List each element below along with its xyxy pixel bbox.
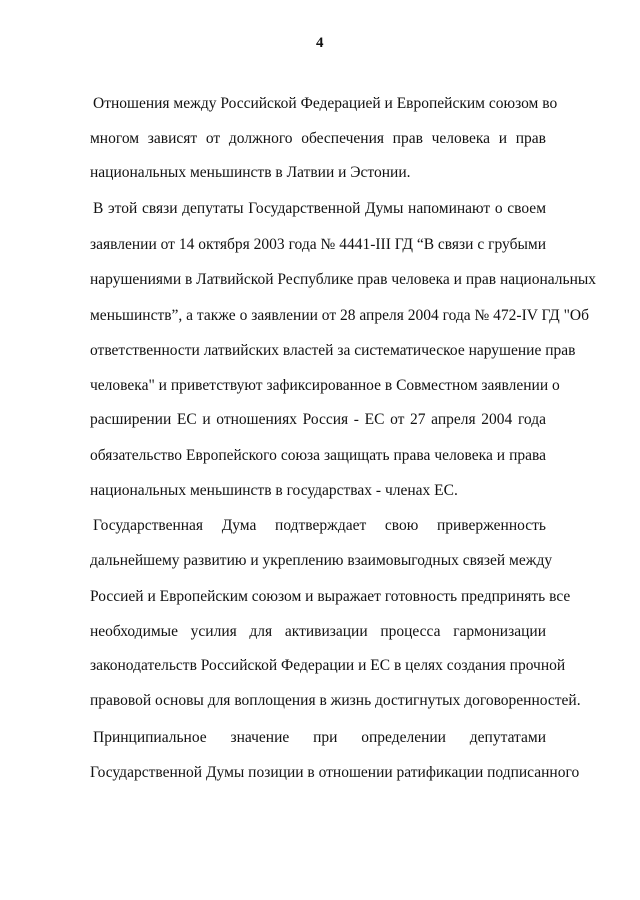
paragraph-2-line-6: человека" и приветствуют зафиксированное в Совместном заявлении о (90, 377, 560, 394)
page-number: 4 (316, 35, 324, 51)
paragraph-2-line-9: национальных меньшинств в государствах - членах ЕС. (90, 482, 458, 499)
paragraph-1-line-3: национальных меньшинств в Латвии и Эстонии. (90, 164, 411, 181)
paragraph-1-line-2: многом зависят от должного обеспечения прав человека и прав (90, 130, 546, 147)
paragraph-3-line-5: законодательств Российской Федерации и ЕС в целях создания прочной (90, 657, 566, 674)
paragraph-2-line-7: расширении ЕС и отношениях Россия - ЕС от 27 апреля 2004 года (90, 411, 546, 428)
paragraph-2-line-5: ответственности латвийских властей за систематическое нарушение прав (90, 342, 576, 359)
paragraph-1-line-1: Отношения между Российской Федерацией и Европейским союзом во (93, 95, 558, 112)
paragraph-4-line-1: Принципиальное значение при определении депутатами (93, 729, 546, 746)
paragraph-3-line-4: необходимые усилия для активизации процесса гармонизации (90, 623, 546, 640)
paragraph-3-line-2: дальнейшему развитию и укреплению взаимовыгодных связей между (90, 552, 553, 569)
paragraph-3-line-1: Государственная Дума подтверждает свою приверженность (93, 517, 546, 534)
paragraph-2-line-1: В этой связи депутаты Государственной Думы напоминают о своем (93, 200, 546, 217)
paragraph-3-line-6: правовой основы для воплощения в жизнь достигнутых договоренностей. (90, 692, 581, 709)
paragraph-3-line-3: Россией и Европейским союзом и выражает готовность предпринять все (90, 588, 571, 605)
paragraph-2-line-3: нарушениями в Латвийской Республике прав человека и прав национальных (90, 271, 597, 288)
paragraph-4-line-2: Государственной Думы позиции в отношении ратификации подписанного (90, 764, 580, 781)
paragraph-2-line-2: заявлении от 14 октября 2003 года № 4441-III ГД “В связи с грубыми (90, 236, 546, 253)
paragraph-2-line-8: обязательство Европейского союза защищать права человека и права (90, 447, 546, 464)
paragraph-2-line-4: меньшинств”, а также о заявлении от 28 апреля 2004 года № 472-IV ГД "Об (90, 307, 589, 324)
